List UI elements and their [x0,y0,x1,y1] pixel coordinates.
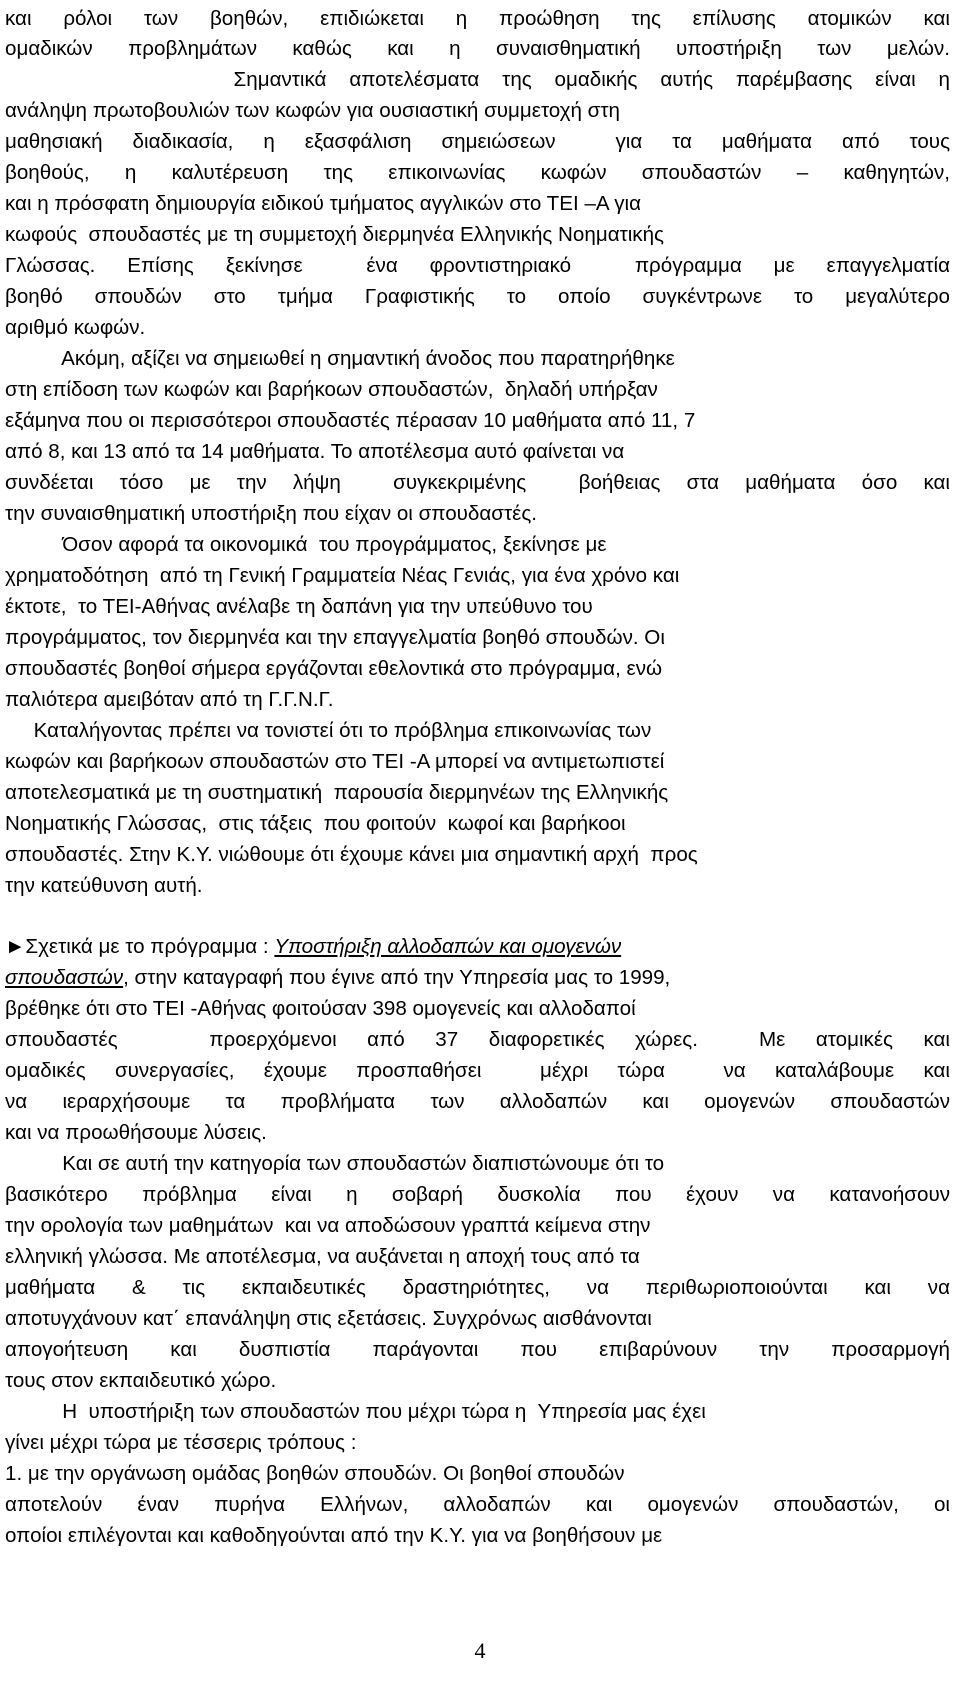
text-line: σπουδαστές βοηθοί σήμερα εργάζονται εθελοντικά στο πρόγραμμα, ενώ [5,657,663,680]
text-line: Γλώσσας. Επίσης ξεκίνησε ένα φροντιστηριακό πρόγραμμα με επαγγελματία [5,254,950,277]
text-line: Νοηματικής Γλώσσας, στις τάξεις που φοιτούν κωφοί και βαρήκοοι [5,812,626,835]
text-line: παλιότερα αμειβόταν από τη Γ.Γ.Ν.Γ. [5,688,334,711]
text-line: κωφούς σπουδαστές με τη συμμετοχή διερμηνέα Ελληνικής Νοηματικής [5,223,664,246]
text-line: μαθησιακή διαδικασία, η εξασφάλιση σημειώσεων για τα μαθήματα από τους [5,130,950,153]
section-heading-line [5,931,621,963]
text-line: την ορολογία των μαθημάτων και να αποδώσουν γραπτά κείμενα στην [5,1214,651,1237]
text-line: ανάληψη πρωτοβουλιών των κωφών για ουσιαστική συμμετοχή στη [5,99,620,122]
text-line: και ρόλοι των βοηθών, επιδιώκεται η προώθηση της επίλυσης ατομικών και [5,7,950,30]
text-line: και η πρόσφατη δημιουργία ειδικού τμήματος αγγλικών στο ΤΕΙ –Α για [5,192,641,215]
text-line: αποτυγχάνουν κατ΄ επανάληψη στις εξετάσεις. Συγχρόνως αισθάνονται [5,1307,652,1330]
text-line: βοηθούς, η καλυτέρευση της επικοινωνίας κωφών σπουδαστών – καθηγητών, [5,161,950,184]
text-line: την συναισθηματική υποστήριξη που είχαν οι σπουδαστές. [5,502,537,525]
text-line: βρέθηκε ότι στο ΤΕΙ -Αθήνας φοιτούσαν 398 ομογενείς και αλλοδαποί [5,997,636,1020]
text-line: ομαδικών προβλημάτων καθώς και η συναισθηματική υποστήριξη των μελών. [5,37,950,60]
text-line: γίνει μέχρι τώρα με τέσσερις τρόπους : [5,1431,357,1454]
text-line: τους στον εκπαιδευτικό χώρο. [5,1369,277,1392]
text-fragment: , στην καταγραφή που έγινε από την Υπηρεσία μας το 1999, [123,966,671,989]
text-line: σπουδαστές. Στην Κ.Υ. νιώθουμε ότι έχουμε κάνει μια σημαντική αρχή προς [5,843,698,866]
text-line: έκτοτε, το ΤΕΙ-Αθήνας ανέλαβε τη δαπάνη για την υπεύθυνο του [5,595,593,618]
text-line: αποτελούν έναν πυρήνα Ελλήνων, αλλοδαπών και ομογενών σπουδαστών, οι [5,1493,950,1516]
triangle-bullet-icon: ► [5,935,26,958]
text-line: εξάμηνα που οι περισσότεροι σπουδαστές πέρασαν 10 μαθήματα από 11, 7 [5,409,696,432]
text-line: την κατεύθυνση αυτή. [5,874,203,897]
text-line: απογοήτευση και δυσπιστία παράγονται που επιβαρύνουν την προσαρμογή [5,1338,950,1361]
text-line: Όσον αφορά τα οικονομικά του προγράμματος, ξεκίνησε με [5,533,607,556]
text-line: Καταλήγοντας πρέπει να τονιστεί ότι το πρόβλημα επικοινωνίας των [5,719,652,742]
text-line: Και σε αυτή την κατηγορία των σπουδαστών διαπιστώνουμε ότι το [5,1152,665,1175]
section-intro: Σχετικά με το πρόγραμμα : [25,935,275,958]
text-line [5,962,670,994]
text-line: μαθήματα & τις εκπαιδευτικές δραστηριότητες, να περιθωριοποιούνται και να [5,1276,950,1299]
text-line: οποίοι επιλέγονται και καθοδηγούνται από την Κ.Υ. για να βοηθήσουν με [5,1524,663,1547]
text-line: βασικότερο πρόβλημα είναι η σοβαρή δυσκολία που έχουν να κατανοήσουν [5,1183,950,1206]
page-number: 4 [474,1638,486,1663]
text-line: αριθμό κωφών. [5,316,146,339]
text-line: Ακόμη, αξίζει να σημειωθεί η σημαντική άνοδος που παρατηρήθηκε [5,347,675,370]
text-line: σπουδαστές προερχόμενοι από 37 διαφορετικές χώρες. Με ατομικές και [5,1028,950,1051]
text-line: ομαδικές συνεργασίες, έχουμε προσπαθήσει μέχρι τώρα να καταλάβουμε και [5,1059,950,1082]
text-line: συνδέεται τόσο με την λήψη συγκεκριμένης βοήθειας στα μαθήματα όσο και [5,471,950,494]
text-line: ελληνική γλώσσα. Με αποτέλεσμα, να αυξάνεται η αποχή τους από τα [5,1245,640,1268]
text-line: κωφών και βαρήκοων σπουδαστών στο ΤΕΙ -Α μπορεί να αντιμετωπιστεί [5,750,665,773]
program-title-continued: σπουδαστών [5,966,124,989]
text-line: χρηματοδότηση από τη Γενική Γραμματεία Νέας Γενιάς, για ένα χρόνο και [5,564,680,587]
text-line: προγράμματος, τον διερμηνέα και την επαγγελματία βοηθό σπουδών. Οι [5,626,665,649]
program-title: Υποστήριξη αλλοδαπών και ομογενών [274,935,622,958]
text-line: Η υποστήριξη των σπουδαστών που μέχρι τώρα η Υπηρεσία μας έχει [5,1400,706,1423]
text-line: βοηθό σπουδών στο τμήμα Γραφιστικής το οποίο συγκέντρωνε το μεγαλύτερο [5,285,950,308]
text-line: και να προωθήσουμε λύσεις. [5,1121,267,1144]
text-line: να ιεραρχήσουμε τα προβλήματα των αλλοδαπών και ομογενών σπουδαστών [5,1090,950,1113]
text-line: αποτελεσματικά με τη συστηματική παρουσία διερμηνέων της Ελληνικής [5,781,669,804]
text-line: από 8, και 13 από τα 14 μαθήματα. Το αποτέλεσμα αυτό φαίνεται να [5,440,625,463]
text-line: στη επίδοση των κωφών και βαρήκοων σπουδαστών, δηλαδή υπήρξαν [5,378,658,401]
list-item: 1. με την οργάνωση ομάδας βοηθών σπουδών. Οι βοηθοί σπουδών [5,1462,625,1485]
text-line: Σημαντικά αποτελέσματα της ομαδικής αυτής παρέμβασης είναι η [5,68,950,91]
